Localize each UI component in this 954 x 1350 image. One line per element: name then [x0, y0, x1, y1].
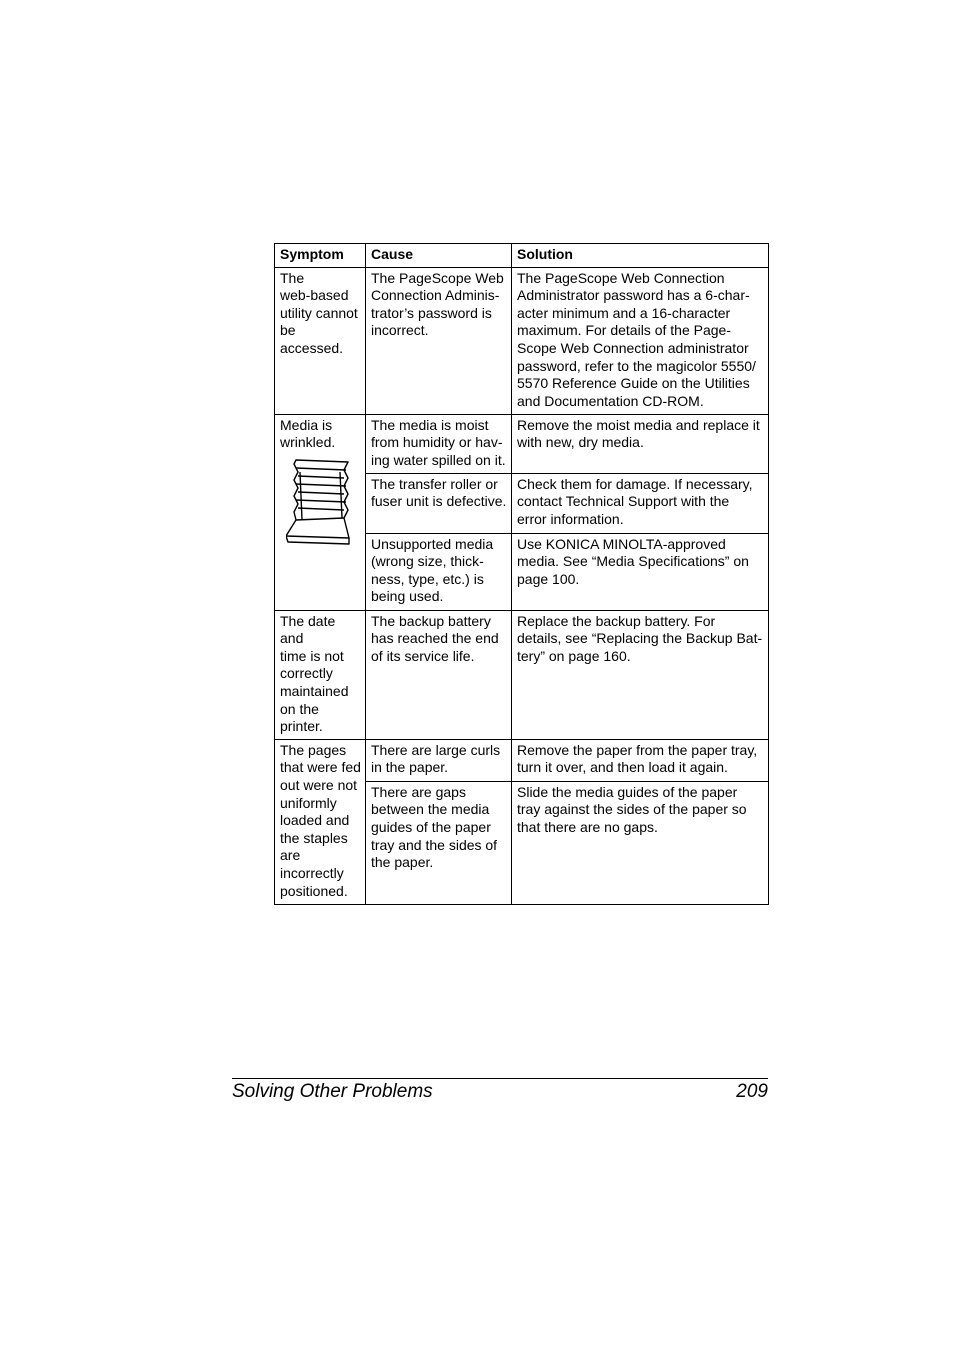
solution-text: Remove the paper from the paper tray, turn it over, and then load it again. [517, 741, 758, 776]
cause-text: The backup battery has reached the end of its service life. [371, 612, 499, 664]
wrinkled-paper-icon [286, 458, 352, 546]
solution-cell [512, 739, 769, 781]
column-header-solution: Solution [512, 244, 769, 268]
symptom-text: Media is wrinkled. [280, 416, 336, 451]
table-row [275, 610, 769, 739]
cause-text: There are gaps between the media guides of the paper tray and the sides of the paper. [371, 783, 498, 871]
cause-cell [366, 414, 512, 473]
solution-cell [512, 781, 769, 904]
troubleshooting-table [274, 243, 769, 905]
table-row [275, 414, 769, 473]
symptom-cell [275, 267, 366, 414]
symptom-cell [275, 739, 366, 904]
column-header-cause: Cause [366, 244, 512, 268]
cause-text: Unsupported media (wrong size, thick- ness, type, etc.) is being used. [371, 535, 494, 605]
symptom-text: The pages that were fed out were not uniformly loaded and the staples are incorrectly positioned. [280, 741, 361, 899]
table-row [275, 739, 769, 781]
cause-cell [366, 473, 512, 533]
cause-cell [366, 533, 512, 610]
table-row [275, 267, 769, 414]
footer-rule [232, 1078, 768, 1079]
solution-cell [512, 473, 769, 533]
cause-text: The media is moist from humidity or hav- ing water spilled on it. [371, 416, 506, 468]
solution-cell [512, 267, 769, 414]
symptom-text: The web-based utility cannot be accessed. [280, 269, 358, 356]
symptom-cell [275, 414, 366, 610]
cause-cell [366, 739, 512, 781]
solution-cell [512, 533, 769, 610]
cause-cell [366, 781, 512, 904]
column-header-symptom: Symptom [275, 244, 366, 268]
solution-text: Slide the media guides of the paper tray against the sides of the paper so that there are no gaps. [517, 783, 747, 835]
solution-text: Remove the moist media and replace it with new, dry media. [517, 416, 760, 451]
cause-text: The PageScope Web Connection Adminis- trator’s password is incorrect. [371, 269, 504, 339]
solution-text: Replace the backup battery. For details, see “Replacing the Backup Bat- tery” on page 160. [517, 612, 763, 664]
cause-cell [366, 267, 512, 414]
solution-text: The PageScope Web Connection Administrator password has a 6-char- acter minimum and a 16-character maximum. For details of the Page- Scope Web Connection administrator password, refer to the magicolor 5550/ 5570 Reference Guide on the Utilities and Documentation CD-ROM. [517, 269, 756, 409]
cause-cell [366, 610, 512, 739]
symptom-cell [275, 610, 366, 739]
table-header-row [275, 244, 769, 268]
cause-text: There are large curls in the paper. [371, 741, 501, 776]
cause-text: The transfer roller or fuser unit is defective. [371, 475, 507, 510]
solution-text: Use KONICA MINOLTA-approved media. See “Media Specifications” on page 100. [517, 535, 749, 587]
solution-text: Check them for damage. If necessary, contact Technical Support with the error information. [517, 475, 753, 527]
solution-cell [512, 610, 769, 739]
solution-cell [512, 414, 769, 473]
symptom-text: The date and time is not correctly maintained on the printer. [280, 612, 349, 735]
footer-page-number: 209 [736, 1081, 768, 1102]
footer-section-title: Solving Other Problems [232, 1081, 433, 1102]
